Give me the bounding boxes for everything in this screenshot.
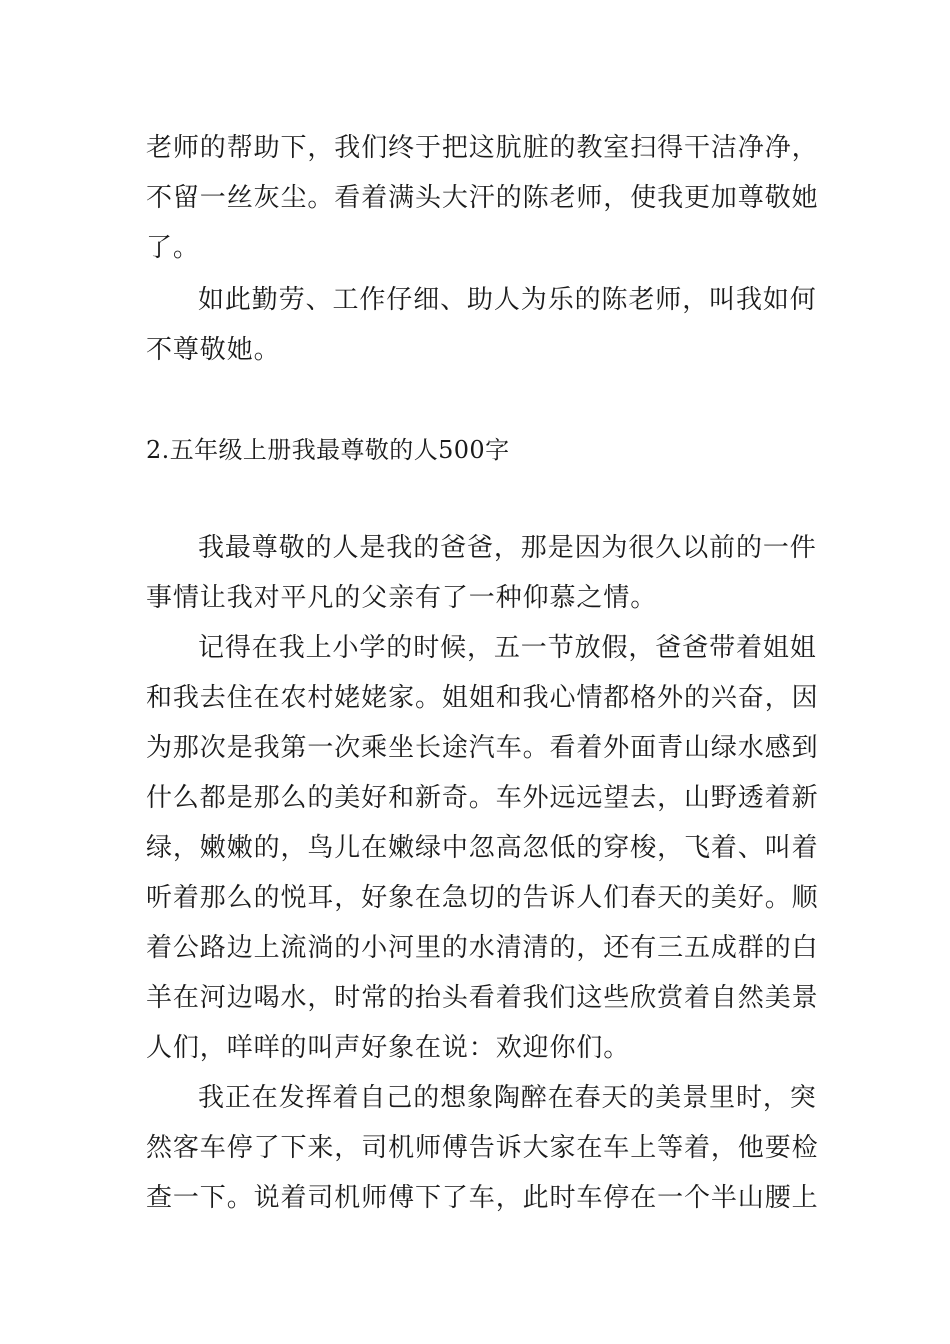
text-line: 人们，咩咩的叫声好象在说：欢迎你们。 bbox=[146, 1033, 631, 1063]
text-line: 我最尊敬的人是我的爸爸，那是因为很久以前的一件 bbox=[198, 533, 817, 563]
text-line: 不留一丝灰尘。看着满头大汗的陈老师，使我更加尊敬她 bbox=[146, 183, 819, 213]
text-line: 为那次是我第一次乘坐长途汽车。看着外面青山绿水感到 bbox=[146, 733, 819, 763]
text-line: 查一下。说着司机师傅下了车，此时车停在一个半山腰上 bbox=[146, 1183, 819, 1213]
text-line: 着公路边上流淌的小河里的水清清的，还有三五成群的白 bbox=[146, 933, 819, 963]
text-line: 了。 bbox=[146, 233, 200, 263]
text-line: 如此勤劳、工作仔细、助人为乐的陈老师，叫我如何 bbox=[198, 285, 817, 315]
text-line: 然客车停了下来，司机师傅告诉大家在车上等着，他要检 bbox=[146, 1133, 819, 1163]
text-line: 听着那么的悦耳，好象在急切的告诉人们春天的美好。顺 bbox=[146, 883, 819, 913]
text-line: 事情让我对平凡的父亲有了一种仰慕之情。 bbox=[146, 583, 658, 613]
text-line: 什么都是那么的美好和新奇。车外远远望去，山野透着新 bbox=[146, 783, 819, 813]
text-line: 不尊敬她。 bbox=[146, 335, 281, 365]
text-line: 和我去住在农村姥姥家。姐姐和我心情都格外的兴奋，因 bbox=[146, 683, 819, 713]
text-line: 羊在河边喝水，时常的抬头看着我们这些欣赏着自然美景 bbox=[146, 983, 819, 1013]
text-line: 绿，嫩嫩的，鸟儿在嫩绿中忽高忽低的穿梭，飞着、叫着 bbox=[146, 833, 819, 863]
text-line: 记得在我上小学的时候，五一节放假，爸爸带着姐姐 bbox=[198, 633, 817, 663]
text-line: 老师的帮助下，我们终于把这肮脏的教室扫得干洁净净， bbox=[146, 133, 819, 163]
section-heading: 2.五年级上册我最尊敬的人500字 bbox=[146, 436, 510, 464]
text-line: 我正在发挥着自己的想象陶醉在春天的美景里时，突 bbox=[198, 1083, 817, 1113]
